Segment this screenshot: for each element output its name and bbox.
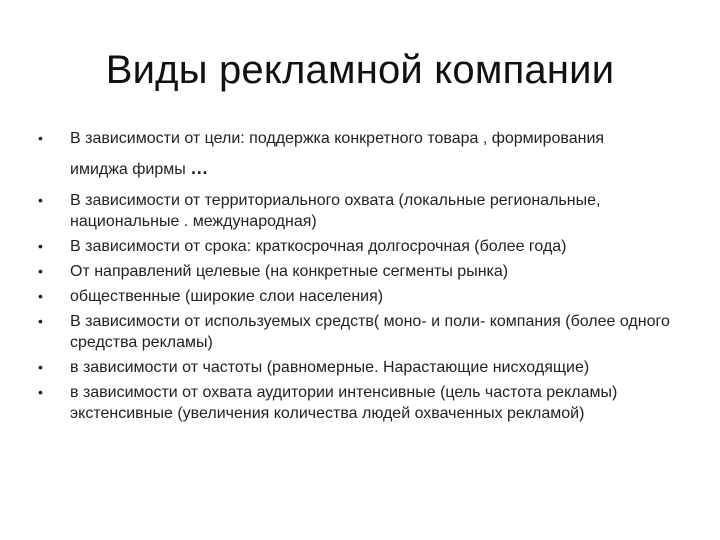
bullet-text-line1: В зависимости от цели: поддержка конкретного товара , формирования xyxy=(70,130,605,147)
slide-title: Виды рекламной компании xyxy=(105,48,615,92)
bullet-item xyxy=(38,357,688,378)
bullet-dot-icon: • xyxy=(38,313,43,329)
bullet-text: От направлений целевые (на конкретные сегменты рынка) xyxy=(70,263,509,280)
bullet-list xyxy=(38,128,688,424)
bullet-item xyxy=(38,128,688,180)
bullet-text: В зависимости от используемых средств( моно- и поли- компания (более одного средства рекламы) xyxy=(70,313,670,351)
bullet-text: в зависимости от охвата аудитории интенсивные (цель частота рекламы) экстенсивные (увеличения количества людей охваченных рекламой) xyxy=(70,384,618,422)
bullet-text: В зависимости от срока: краткосрочная долгосрочная (более года) xyxy=(70,238,567,255)
bullet-item xyxy=(38,311,688,353)
bullet-dot-icon: • xyxy=(38,288,43,304)
bullet-text: в зависимости от частоты (равномерные. Нарастающие нисходящие) xyxy=(70,359,590,376)
bullet-item xyxy=(38,236,688,257)
bullet-text-line2 xyxy=(70,158,688,180)
bullet-item xyxy=(38,382,688,424)
bullet-dot-icon: • xyxy=(38,130,43,146)
ellipsis-mark: … xyxy=(190,158,210,178)
bullet-item xyxy=(38,190,688,232)
bullet-text-line2-main: имиджа фирмы xyxy=(70,161,186,178)
bullet-dot-icon: • xyxy=(38,359,43,375)
bullet-item xyxy=(38,286,688,307)
bullet-dot-icon: • xyxy=(38,263,43,279)
bullet-item xyxy=(38,261,688,282)
bullet-dot-icon: • xyxy=(38,192,43,208)
bullet-text: В зависимости от территориального охвата (локальные региональные, национальные . международная) xyxy=(70,192,601,230)
bullet-text: общественные (широкие слои населения) xyxy=(70,288,384,305)
bullet-dot-icon: • xyxy=(38,238,43,254)
bullet-dot-icon: • xyxy=(38,384,43,400)
